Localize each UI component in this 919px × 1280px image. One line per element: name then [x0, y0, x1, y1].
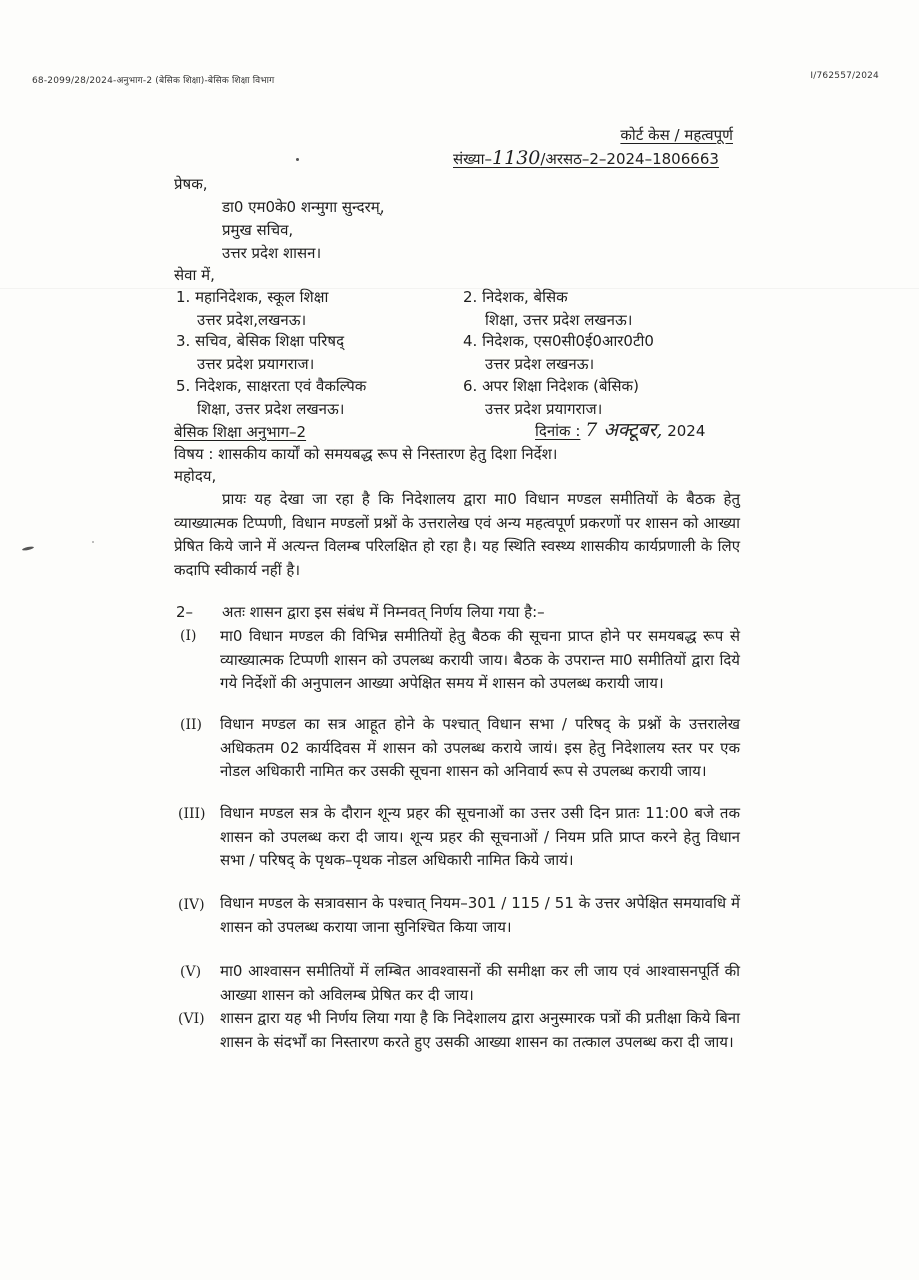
- number-suffix: /अरसठ–2–2024–1806663: [540, 150, 719, 168]
- point-4-text: विधान मण्डल के सत्रावसान के पश्चात् नियम–301 / 115 / 51 के उत्तर अपेक्षित समयावधि में शासन को उपलब्ध कराया जाना सुनिश्चित किया जाय।: [220, 894, 740, 936]
- point-3-text: विधान मण्डल सत्र के दौरान शून्य प्रहर की सूचनाओं का उत्तर उसी दिन प्रातः 11:00 बजे तक शासन को उपलब्ध करा दी जाय। शून्य प्रहर की सूचनाओं / नियम प्रति प्राप्त करने हेतु विधान सभा / परिषद् के पृथक–पृथक नोडल अधिकारी नामित किये जायं।: [220, 804, 740, 869]
- scan-speck: [296, 158, 299, 161]
- section-label: बेसिक शिक्षा अनुभाग–2: [174, 423, 307, 441]
- point-4-number: (IV): [178, 897, 205, 913]
- recipient-2-line1: 2. निदेशक, बेसिक: [463, 288, 568, 306]
- recipient-5-line1: 5. निदेशक, साक्षरता एवं वैकल्पिक: [176, 377, 367, 395]
- para-2-number: 2–: [176, 603, 194, 621]
- intro-paragraph: प्रायः यह देखा जा रहा है कि निदेशालय द्वारा मा0 विधान मण्डल समीतियों के बैठक हेतु व्याख्यात्मक टिप्पणी, विधान मण्डलों प्रश्नों के उत्तरालेख एवं अन्य महत्वपूर्ण प्रकरणों पर शासन को आख्या प्रेषित किये जाने में अत्यन्त विलम्ब परिलक्षित हो रहा है। यह स्थिति स्वस्थ्य शासकीय कार्यप्रणाली के लिए कदापि स्वीकार्य नहीं है।: [174, 490, 740, 579]
- point-5-text: मा0 आश्वासन समीतियों में लम्बित आवश्वासनों की समीक्षा कर ली जाय एवं आश्वासनपूर्ति की आख्या शासन को अविलम्ब प्रेषित कर दी जाय।: [220, 962, 740, 1004]
- sender-office: उत्तर प्रदेश शासन।: [222, 244, 322, 262]
- category-label: कोर्ट केस / महत्वपूर्ण: [620, 126, 733, 144]
- number-handwritten: 1130: [492, 147, 541, 169]
- date-line: [535, 418, 705, 443]
- number-prefix: संख्या–: [453, 150, 493, 168]
- point-1-text: मा0 विधान मण्डल की विभिन्न समीतियों हेतु बैठक की सूचना प्राप्त होने पर समयबद्ध रूप से व्याख्यात्मक टिप्पणी शासन को उपलब्ध करायी जाय। बैठक के उपरान्त मा0 समीतियों द्वारा दिये गये निर्देशों की अनुपालन आख्या अपेक्षित समय में शासन को उपलब्ध करायी जाय।: [220, 627, 740, 692]
- recipient-5-line2: शिक्षा, उत्तर प्रदेश लखनऊ।: [197, 400, 345, 418]
- point-1-number: (I): [180, 628, 197, 644]
- point-2-number: (II): [180, 717, 202, 733]
- point-2-text: विधान मण्डल का सत्र आहूत होने के पश्चात् विधान सभा / परिषद् के प्रश्नों के उत्तरालेख अधिकतम 02 कार्यदिवस में शासन को उपलब्ध कराये जायं। इस हेतु निदेशालय स्तर पर एक नोडल अधिकारी नामित कर उसकी सूचना शासन को अनिवार्य रूप से उपलब्ध करायी जाय।: [220, 715, 740, 780]
- recipient-4-line2: उत्तर प्रदेश लखनऊ।: [485, 355, 595, 373]
- sender-name: डा0 एम0के0 शन्मुगा सुन्दरम्,: [222, 198, 385, 216]
- recipient-1-line2: उत्तर प्रदेश,लखनऊ।: [197, 311, 307, 329]
- scan-speck: [92, 541, 94, 543]
- letter-number: [453, 146, 719, 171]
- file-header-left: 68-2099/28/2024-अनुभाग-2 (बेसिक शिक्षा)-बेसिक शिक्षा विभाग: [32, 76, 275, 86]
- point-6-text: शासन द्वारा यह भी निर्णय लिया गया है कि निदेशालय द्वारा अनुस्मारक पत्रों की प्रतीक्षा किये बिना शासन के संदर्भों का निस्तारण करते हुए उसकी आख्या शासन का तत्काल उपलब्ध करा दी जाय।: [220, 1009, 740, 1051]
- subject-line: विषय : शासकीय कार्यों को समयबद्ध रूप से निस्तारण हेतु दिशा निर्देश।: [174, 445, 558, 463]
- file-header-right: I/762557/2024: [810, 71, 879, 81]
- recipient-6-line1: 6. अपर शिक्षा निदेशक (बेसिक): [463, 377, 639, 395]
- date-handwritten: 7 अक्टूबर,: [585, 419, 663, 441]
- recipient-6-line2: उत्तर प्रदेश प्रयागराज।: [485, 400, 603, 418]
- recipient-3-line2: उत्तर प्रदेश प्रयागराज।: [197, 355, 315, 373]
- recipient-4-line1: 4. निदेशक, एस0सी0ई0आर0टी0: [463, 332, 654, 350]
- point-6-number: (VI): [178, 1011, 205, 1027]
- point-5-number: (V): [180, 964, 202, 980]
- recipient-2-line2: शिक्षा, उत्तर प्रदेश लखनऊ।: [485, 311, 633, 329]
- para-2-text: अतः शासन द्वारा इस संबंध में निम्नवत् निर्णय लिया गया है:–: [222, 603, 545, 621]
- recipients-label: सेवा में,: [174, 266, 215, 284]
- sender-label: प्रेषक,: [174, 175, 208, 193]
- salutation: महोदय,: [174, 467, 217, 485]
- recipient-3-line1: 3. सचिव, बेसिक शिक्षा परिषद्: [176, 332, 345, 350]
- date-year: 2024: [667, 422, 706, 440]
- scan-speck: [22, 546, 34, 551]
- recipient-1-line1: 1. महानिदेशक, स्कूल शिक्षा: [176, 288, 329, 306]
- sender-designation: प्रमुख सचिव,: [222, 221, 294, 239]
- date-label: दिनांक :: [535, 422, 581, 440]
- scan-fold-line: [0, 288, 919, 289]
- point-3-number: (III): [178, 806, 206, 822]
